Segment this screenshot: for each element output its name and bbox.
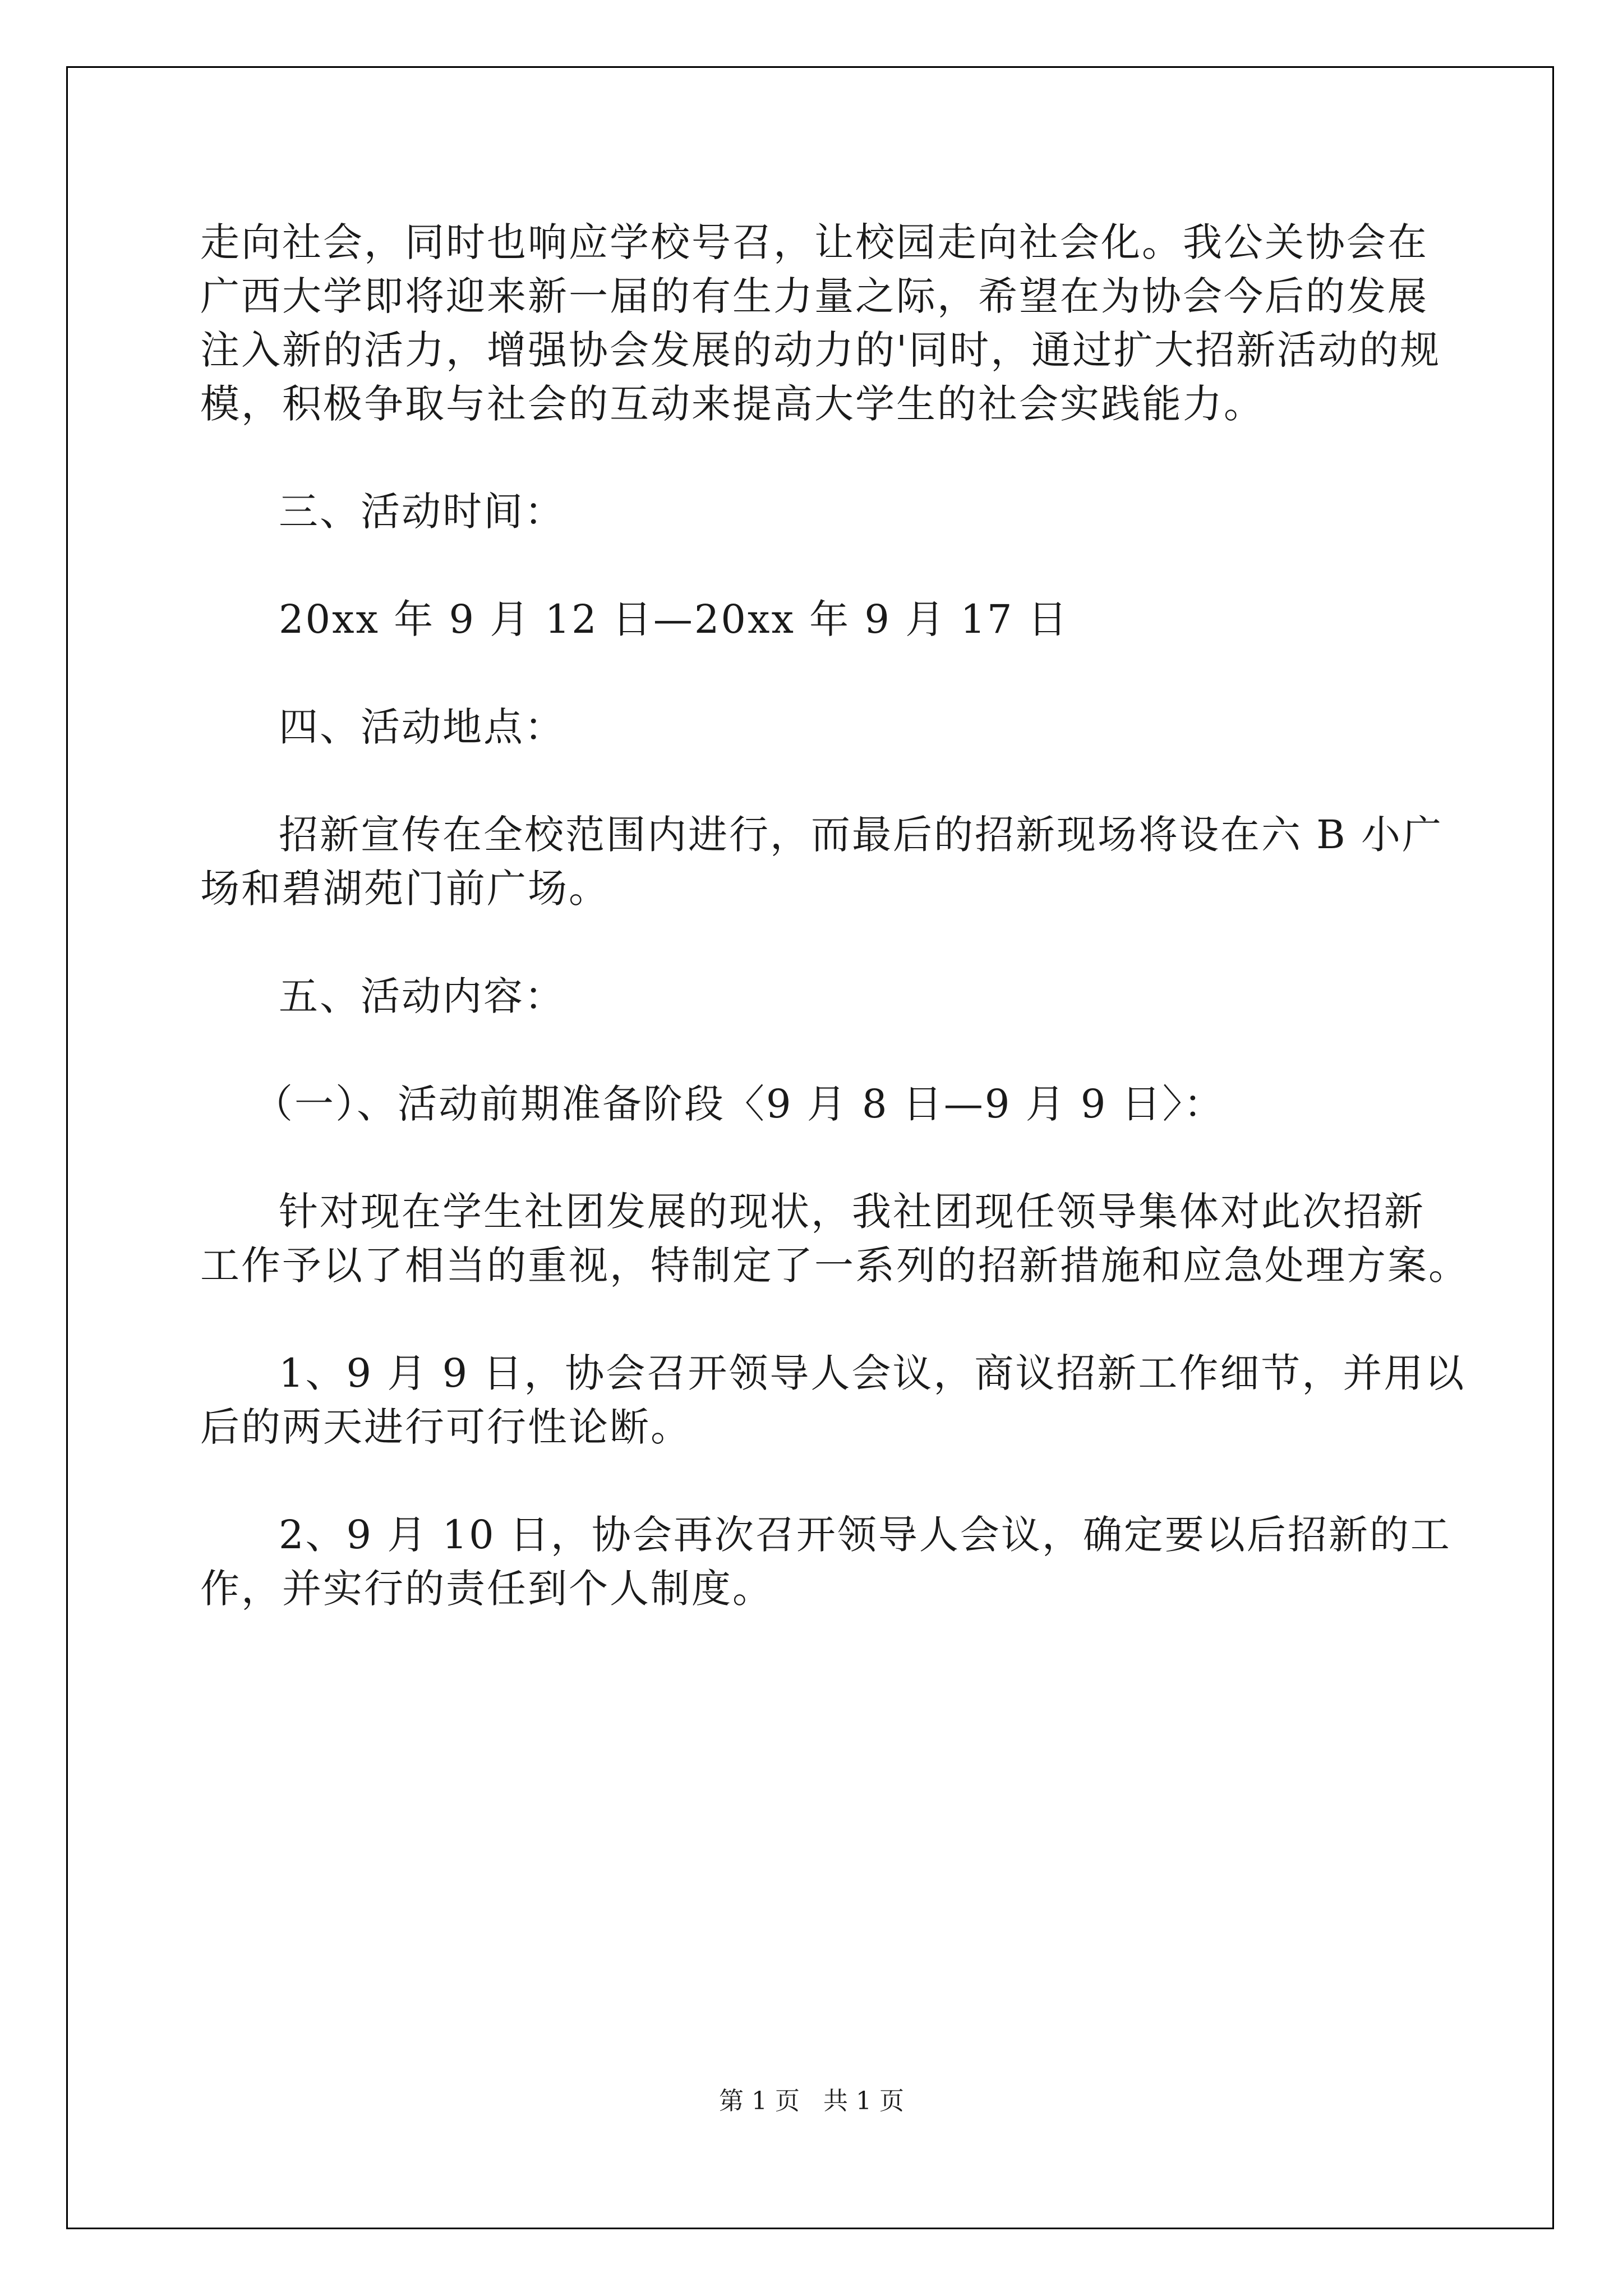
paragraph	[200, 808, 1443, 915]
subsection-heading	[200, 1077, 1434, 1131]
page-number: 第 1 页	[719, 2087, 800, 2115]
text-line: 广西大学即将迎来新一届的有生力量之际，希望在为协会今后的发展	[200, 273, 1428, 319]
paragraph	[200, 215, 1441, 431]
activity-date-range: 20xx 年 9 月 12 日—20xx 年 9 月 17 日	[279, 596, 1069, 642]
section-heading	[200, 485, 1434, 539]
list-item	[200, 1346, 1466, 1454]
heading-activity-content: 五、活动内容：	[279, 973, 565, 1019]
page-total: 共 1 页	[823, 2087, 904, 2115]
text-line: 2、9 月 10 日，协会再次召开领导人会议，确定要以后招新的工	[279, 1512, 1451, 1558]
heading-activity-location: 四、活动地点：	[279, 704, 565, 750]
text-line: 1、9 月 9 日，协会召开领导人会议，商议招新工作细节，并用以	[279, 1350, 1466, 1396]
section-heading	[200, 700, 1434, 754]
list-item	[200, 1508, 1451, 1616]
text-line: 招新宣传在全校范围内进行，而最后的招新现场将设在六 B 小广	[279, 812, 1443, 858]
paragraph	[200, 592, 1434, 646]
section-heading	[200, 969, 1434, 1023]
text-line: 针对现在学生社团发展的现状，我社团现任领导集体对此次招新	[279, 1189, 1425, 1235]
heading-preparation-phase: （一）、活动前期准备阶段〈9 月 8 日—9 月 9 日〉：	[253, 1081, 1225, 1127]
text-line: 后的两天进行可行性论断。	[200, 1404, 691, 1450]
text-line: 模，积极争取与社会的互动来提高大学生的社会实践能力。	[200, 381, 1265, 427]
heading-activity-time: 三、活动时间：	[279, 489, 565, 535]
page-footer	[0, 2085, 1623, 2118]
text-line: 注入新的活力，增强协会发展的动力的'同时，通过扩大招新活动的规	[200, 327, 1441, 373]
text-line: 走向社会，同时也响应学校号召，让校园走向社会化。我公关协会在	[200, 219, 1428, 265]
text-line: 工作予以了相当的重视，特制定了一系列的招新措施和应急处理方案。	[200, 1243, 1469, 1289]
paragraph	[200, 1185, 1469, 1292]
text-line: 场和碧湖苑门前广场。	[200, 866, 610, 912]
document-body	[200, 215, 1469, 1669]
text-line: 作，并实行的责任到个人制度。	[200, 1566, 773, 1612]
